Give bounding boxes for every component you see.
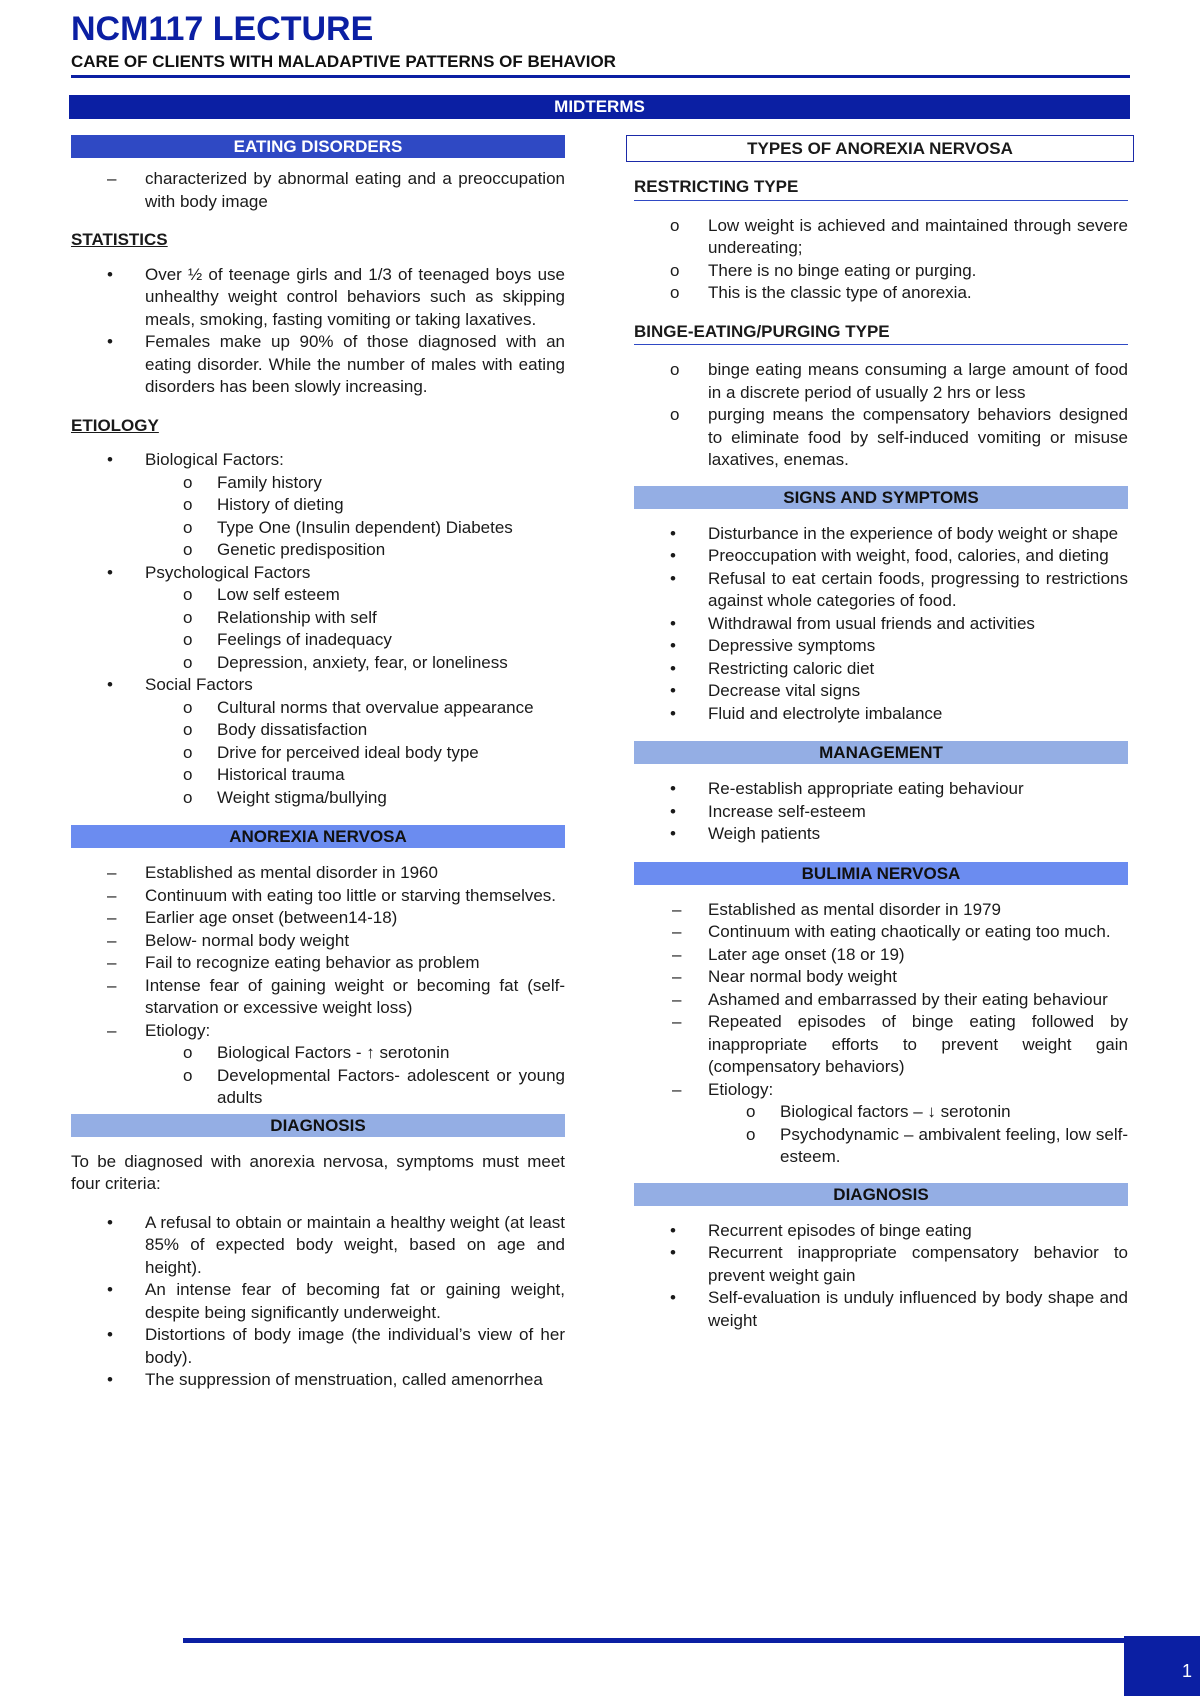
list-subitem: o Biological factors – ↓ serotonin xyxy=(634,1101,1128,1124)
diagnosis-intro: To be diagnosed with anorexia nervosa, symptoms must meet four criteria: xyxy=(71,1151,565,1193)
binge-purging-list xyxy=(634,359,1128,472)
page-title: NCM117 LECTURE xyxy=(71,10,374,48)
footer-divider xyxy=(183,1638,1125,1643)
list-item: – Established as mental disorder in 1960 xyxy=(71,862,565,885)
list-item: – Etiology: xyxy=(71,1020,565,1043)
bullet-dot: • xyxy=(670,824,676,843)
list-item: • Decrease vital signs xyxy=(634,680,1128,703)
circle-bullet: o xyxy=(183,720,193,739)
list-item: • The suppression of menstruation, called amenorrhea xyxy=(71,1369,565,1392)
restricting-type-heading: RESTRICTING TYPE xyxy=(634,176,1128,201)
list-item: o purging means the compensatory behaviors designed to eliminate food by self-induced vomiting or misuse laxatives, enemas. xyxy=(670,405,1128,469)
list-item: • Psychological Factors xyxy=(71,562,565,585)
list-item: o This is the classic type of anorexia. xyxy=(634,282,1128,305)
dash-bullet: – xyxy=(107,908,117,927)
etiology-list xyxy=(71,449,565,809)
bullet-dot: • xyxy=(670,1220,676,1240)
circle-bullet: o xyxy=(183,787,193,807)
list-subitem: o Feelings of inadequacy xyxy=(71,629,565,652)
list-item: • Disturbance in the experience of body weight or shape xyxy=(634,523,1128,546)
dash-bullet: – xyxy=(672,989,682,1009)
circle-bullet: o xyxy=(183,495,193,514)
bullet-dot: • xyxy=(670,658,676,678)
list-item: – Intense fear of gaining weight or becoming fat (self-starvation or excessive weight loss) xyxy=(107,975,565,1017)
section-header-bulimia: BULIMIA NERVOSA xyxy=(634,862,1128,885)
page-number-box xyxy=(1124,1636,1200,1696)
list-subitem: o Biological Factors - ↑ serotonin xyxy=(71,1042,565,1065)
list-item: o Low weight is achieved and maintained through severe undereating; xyxy=(670,215,1128,257)
etiology-heading: ETIOLOGY xyxy=(71,415,159,435)
circle-bullet: o xyxy=(670,215,680,235)
circle-bullet: o xyxy=(183,630,193,649)
list-subitem: o Developmental Factors- adolescent or young adults xyxy=(183,1065,565,1107)
list-item: – Etiology: xyxy=(634,1079,1128,1102)
bullet-dot: • xyxy=(670,636,676,655)
circle-bullet: o xyxy=(183,1043,193,1062)
circle-bullet: o xyxy=(183,607,193,627)
circle-bullet: o xyxy=(670,360,680,379)
bullet-dot: • xyxy=(670,1243,676,1262)
list-subitem: o Historical trauma xyxy=(71,764,565,787)
list-item: o binge eating means consuming a large amount of food in a discrete period of usually 2 hrs or less xyxy=(670,360,1128,402)
bullet-dot: • xyxy=(670,779,676,798)
bullet-dot: • xyxy=(670,613,676,633)
left-column xyxy=(71,135,565,1392)
list-item: – Ashamed and embarrassed by their eating behaviour xyxy=(634,989,1128,1012)
list-item: • Preoccupation with weight, food, calories, and dieting xyxy=(634,545,1128,568)
bullet-dot: • xyxy=(107,562,113,582)
list-item: • Increase self-esteem xyxy=(634,801,1128,824)
statistics-list xyxy=(71,264,565,399)
dash-bullet: – xyxy=(107,863,117,882)
list-item: o There is no binge eating or purging. xyxy=(634,260,1128,283)
section-header-diagnosis-bulimia: DIAGNOSIS xyxy=(634,1183,1128,1206)
page-number: 1 xyxy=(1181,1661,1192,1681)
bullet-dot: • xyxy=(107,675,113,694)
dash-bullet: – xyxy=(672,922,682,941)
list-item: – Earlier age onset (between14-18) xyxy=(71,907,565,930)
management-list xyxy=(634,778,1128,846)
list-item: • Refusal to eat certain foods, progressing to restrictions against whole categories of food. xyxy=(670,568,1128,610)
list-item: • Weigh patients xyxy=(634,823,1128,846)
dash-bullet: – xyxy=(672,1012,682,1031)
list-item: • Withdrawal from usual friends and activities xyxy=(634,613,1128,636)
list-item: – Later age onset (18 or 19) xyxy=(634,944,1128,967)
list-item: – Repeated episodes of binge eating followed by inappropriate efforts to prevent weight gain (compensatory behaviors) xyxy=(672,1012,1128,1076)
bullet-dot: • xyxy=(670,801,676,821)
dash-bullet: – xyxy=(672,944,682,964)
page-subtitle: CARE OF CLIENTS WITH MALADAPTIVE PATTERNS OF BEHAVIOR xyxy=(71,52,616,71)
signs-list xyxy=(634,523,1128,726)
list-subitem: o History of dieting xyxy=(71,494,565,517)
header-divider xyxy=(71,75,1130,78)
circle-bullet: o xyxy=(183,765,193,784)
list-subitem: o Type One (Insulin dependent) Diabetes xyxy=(71,517,565,540)
bullet-dot: • xyxy=(107,1325,113,1344)
list-item: – characterized by abnormal eating and a preoccupation with body image xyxy=(107,169,565,211)
list-item: • Biological Factors: xyxy=(71,449,565,472)
bullet-dot: • xyxy=(670,681,676,700)
bullet-dot: • xyxy=(670,703,676,723)
bullet-dot: • xyxy=(107,450,113,469)
list-item: • Over ½ of teenage girls and 1/3 of teenaged boys use unhealthy weight control behaviors such as skipping meals, smoking, fasting vomiting or taking laxatives. xyxy=(107,264,565,329)
circle-bullet: o xyxy=(183,742,193,762)
list-subitem: o Weight stigma/bullying xyxy=(71,787,565,810)
list-item: • Distortions of body image (the individual’s view of her body). xyxy=(107,1325,565,1367)
circle-bullet: o xyxy=(183,472,193,492)
right-column xyxy=(634,135,1128,1332)
circle-bullet: o xyxy=(183,697,193,717)
list-subitem: o Low self esteem xyxy=(71,584,565,607)
list-item: • Restricting caloric diet xyxy=(634,658,1128,681)
list-item: • Depressive symptoms xyxy=(634,635,1128,658)
circle-bullet: o xyxy=(183,652,193,672)
anorexia-list xyxy=(71,862,565,1110)
bullet-dot: • xyxy=(107,264,113,284)
bullet-dot: • xyxy=(107,332,113,351)
circle-bullet: o xyxy=(670,260,680,280)
list-subitem: o Body dissatisfaction xyxy=(71,719,565,742)
list-item: – Near normal body weight xyxy=(634,966,1128,989)
dash-bullet: – xyxy=(107,1020,117,1040)
bulimia-list xyxy=(634,899,1128,1169)
dash-bullet: – xyxy=(107,885,117,905)
list-item: • A refusal to obtain or maintain a healthy weight (at least 85% of expected body weight, based on age and height). xyxy=(107,1212,565,1277)
definition-list xyxy=(71,168,565,213)
dash-bullet: – xyxy=(672,899,682,919)
circle-bullet: o xyxy=(183,540,193,559)
list-item: • An intense fear of becoming fat or gaining weight, despite being significantly underweight. xyxy=(107,1280,565,1322)
list-subitem: o Drive for perceived ideal body type xyxy=(71,742,565,765)
dash-bullet: – xyxy=(672,967,682,986)
dash-bullet: – xyxy=(107,953,117,972)
bullet-dot: • xyxy=(107,1370,113,1389)
circle-bullet: o xyxy=(670,405,680,424)
bullet-dot: • xyxy=(670,546,676,565)
restricting-list xyxy=(634,215,1128,305)
list-item: • Fluid and electrolyte imbalance xyxy=(634,703,1128,726)
circle-bullet: o xyxy=(670,283,680,302)
bullet-dot: • xyxy=(107,1212,113,1232)
list-item: • Self-evaluation is unduly influenced by body shape and weight xyxy=(670,1288,1128,1330)
statistics-heading: STATISTICS xyxy=(71,230,168,249)
section-header-anorexia: ANOREXIA NERVOSA xyxy=(71,825,565,848)
binge-purging-heading: BINGE-EATING/PURGING TYPE xyxy=(634,321,1128,346)
term-banner: MIDTERMS xyxy=(69,95,1130,119)
list-subitem: o Genetic predisposition xyxy=(71,539,565,562)
list-subitem: o Cultural norms that overvalue appearance xyxy=(71,697,565,720)
section-header-management: MANAGEMENT xyxy=(634,741,1128,764)
list-item: – Fail to recognize eating behavior as problem xyxy=(71,952,565,975)
bullet-dot: • xyxy=(670,523,676,543)
circle-bullet: o xyxy=(183,1065,193,1085)
dash-bullet: – xyxy=(107,169,117,188)
list-item: – Established as mental disorder in 1979 xyxy=(634,899,1128,922)
circle-bullet: o xyxy=(183,585,193,604)
circle-bullet: o xyxy=(183,517,193,537)
section-header-signs-symptoms: SIGNS AND SYMPTOMS xyxy=(634,486,1128,509)
section-header-types-anorexia: TYPES OF ANOREXIA NERVOSA xyxy=(626,135,1134,162)
list-subitem: o Relationship with self xyxy=(71,607,565,630)
section-header-eating-disorders: EATING DISORDERS xyxy=(71,135,565,158)
list-item: – Continuum with eating too little or starving themselves. xyxy=(71,885,565,908)
bulimia-diagnosis-list xyxy=(634,1220,1128,1333)
dash-bullet: – xyxy=(107,975,117,995)
list-item: – Continuum with eating chaotically or eating too much. xyxy=(634,921,1128,944)
list-item: – Below- normal body weight xyxy=(71,930,565,953)
dash-bullet: – xyxy=(672,1079,682,1099)
bullet-dot: • xyxy=(107,1280,113,1299)
list-subitem: o Psychodynamic – ambivalent feeling, low self-esteem. xyxy=(746,1124,1128,1166)
bullet-dot: • xyxy=(670,568,676,588)
bullet-dot: • xyxy=(670,1288,676,1307)
list-item: • Recurrent inappropriate compensatory behavior to prevent weight gain xyxy=(670,1243,1128,1285)
circle-bullet: o xyxy=(746,1124,756,1144)
list-item: • Recurrent episodes of binge eating xyxy=(634,1220,1128,1243)
section-header-diagnosis-anorexia: DIAGNOSIS xyxy=(71,1114,565,1137)
anorexia-diagnosis-list xyxy=(71,1212,565,1392)
list-subitem: o Family history xyxy=(71,472,565,495)
list-item: • Social Factors xyxy=(71,674,565,697)
circle-bullet: o xyxy=(746,1102,756,1121)
list-item: • Females make up 90% of those diagnosed with an eating disorder. While the number of males with eating disorders has been slowly increasing. xyxy=(107,332,565,396)
list-item: • Re-establish appropriate eating behaviour xyxy=(634,778,1128,801)
list-subitem: o Depression, anxiety, fear, or loneliness xyxy=(71,652,565,675)
dash-bullet: – xyxy=(107,930,117,950)
